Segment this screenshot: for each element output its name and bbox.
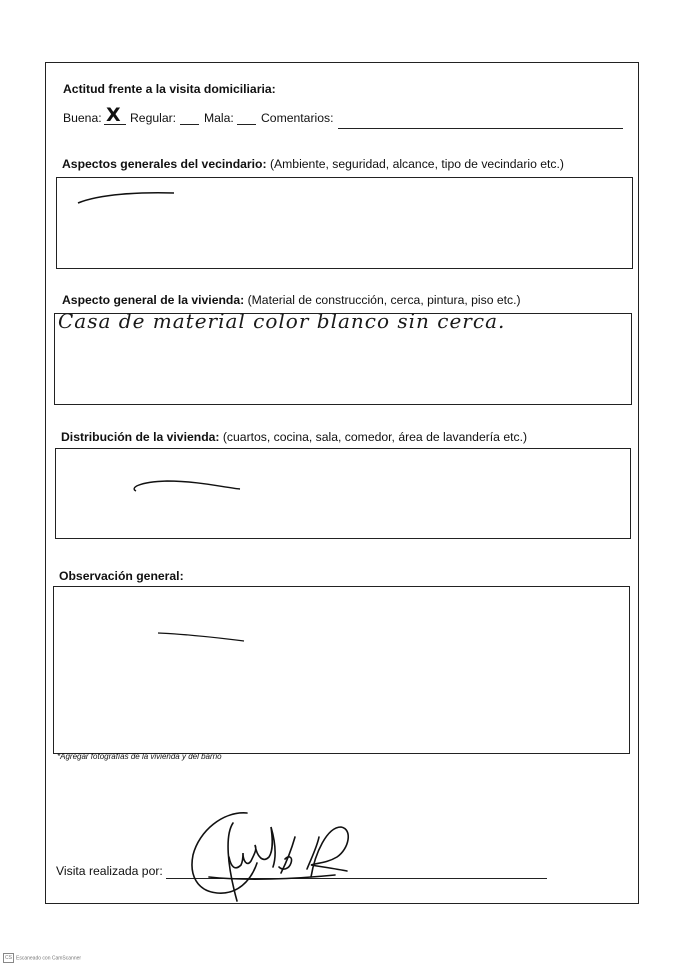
vivienda-heading-bold: Aspecto general de la vivienda:	[62, 293, 245, 307]
vecindario-heading-note: (Ambiente, seguridad, alcance, tipo de vecindario etc.)	[266, 157, 564, 171]
camscanner-icon: CS	[3, 953, 14, 963]
vecindario-heading	[62, 157, 564, 171]
buena-check-mark: X	[106, 104, 121, 126]
observacion-dash-mark	[152, 626, 252, 646]
scanner-watermark	[3, 953, 81, 963]
vivienda-heading-note: (Material de construcción, cerca, pintura, piso etc.)	[244, 293, 521, 307]
observacion-box[interactable]	[53, 586, 630, 754]
vecindario-heading-bold: Aspectos generales del vecindario:	[62, 157, 267, 171]
distribucion-dash-mark	[122, 474, 252, 499]
distribucion-heading	[61, 430, 527, 444]
actitud-heading: Actitud frente a la visita domiciliaria:	[63, 82, 276, 96]
vecindario-dash-mark	[70, 185, 190, 210]
buena-label: Buena:	[63, 111, 102, 125]
comentarios-label: Comentarios:	[261, 111, 334, 125]
mala-blank[interactable]	[237, 124, 256, 125]
signature-image	[185, 805, 360, 910]
comentarios-field[interactable]	[338, 128, 623, 129]
regular-label: Regular:	[130, 111, 177, 125]
visita-label: Visita realizada por:	[56, 864, 163, 878]
regular-blank[interactable]	[180, 124, 199, 125]
distribucion-heading-note: (cuartos, cocina, sala, comedor, área de lavandería etc.)	[219, 430, 528, 444]
vivienda-heading	[62, 293, 521, 307]
photos-footnote: *Agregar fotografías de la vivienda y del barrio	[57, 752, 222, 761]
scanner-text: Escaneado con CamScanner	[16, 955, 82, 962]
observacion-heading: Observación general:	[59, 569, 184, 583]
distribucion-heading-bold: Distribución de la vivienda:	[61, 430, 220, 444]
vivienda-handwritten-text: Casa de material color blanco sin cerca.	[58, 309, 506, 333]
mala-label: Mala:	[204, 111, 234, 125]
